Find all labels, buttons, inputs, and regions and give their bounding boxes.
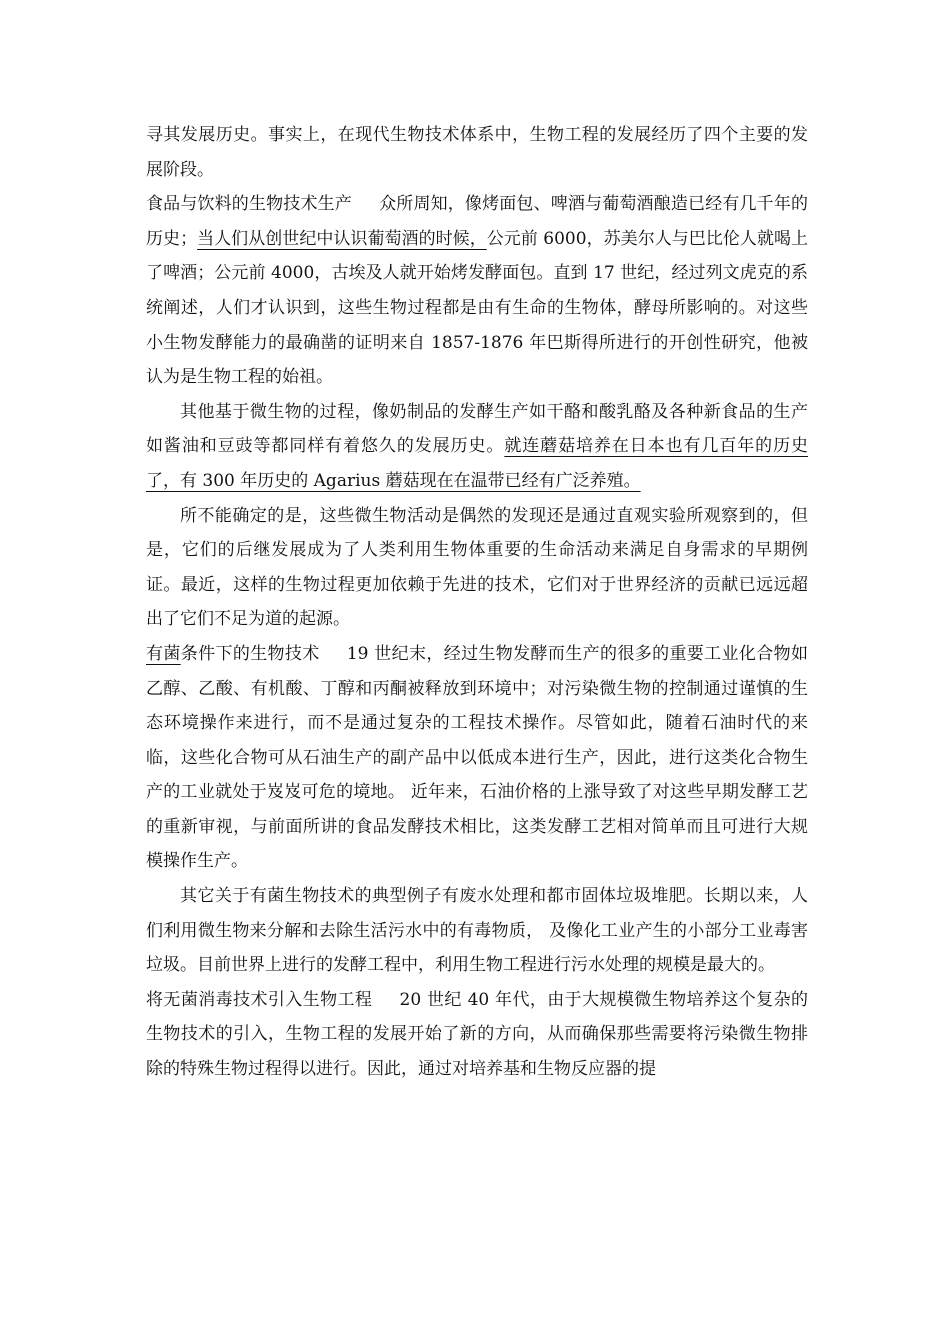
section-heading-sterile-technique: 将无菌消毒技术引入生物工程 [146, 989, 373, 1010]
underlined-heading-word: 有菌 [146, 643, 181, 664]
paragraph-1 [146, 118, 808, 187]
paragraph-wastewater [146, 879, 808, 983]
paragraph-1-text: 寻其发展历史。事实上，在现代生物技术体系中，生物工程的发展经历了四个主要的发展阶段。 [146, 125, 808, 180]
paragraph-5-text: 19 世纪末，经过生物发酵而生产的很多的重要工业化合物如乙醇、乙酸、有机酸、丁醇和丙酮被释放到环境中；对污染微生物的控制通过谨慎的生态环境操作来进行，而不是通过复杂的工程技术操作。尽管如此，随着石油时代的来临，这些化合物可从石油生产的副产品中以低成本进行生产，因此，进行这类化合物生产的工业就处于岌岌可危的境地。 近年来，石油价格的上涨导致了对这些早期发酵工艺的重新审视，与前面所讲的食品发酵技术相比，这类发酵工艺相对简单而且可进行大规模操作生产。 [146, 643, 808, 872]
paragraph-2-text-a: 众所周知，像烤面包、啤酒与葡萄酒酿造已经有几千年的历史； [146, 194, 808, 249]
underlined-text-mushroom: 就连蘑菇培养在日本也有几百年的历史了，有 300 年历史的 Agarius 蘑菇现在在温带已经有广泛养殖。 [146, 436, 809, 491]
paragraph-sterile-technique [146, 983, 808, 1087]
section-heading-food-beverage: 食品与饮料的生物技术生产 [146, 194, 352, 215]
paragraph-4-text: 所不能确定的是，这些微生物活动是偶然的发现还是通过直观实验所观察到的，但是，它们的后继发展成为了人类利用生物体重要的生命活动来满足自身需求的早期例证。最近，这样的生物过程更加依赖于先进的技术，它们对于世界经济的贡献已远远超出了它们不足为道的起源。 [146, 505, 808, 630]
paragraph-7-text: 20 世纪 40 年代，由于大规模微生物培养这个复杂的生物技术的引入，生物工程的发展开始了新的方向，从而确保那些需要将污染微生物排除的特殊生物过程得以进行。因此，通过对培养基和生物反应器的提 [146, 989, 808, 1080]
paragraph-2-text-b: 公元前 6000，苏美尔人与巴比伦人就喝上了啤酒；公元前 4000，古埃及人就开始烤发酵面包。直到 17 世纪，经过列文虎克的系统阐述，人们才认识到，这些生物过程都是由有生命的生物体，酵母所影响的。对这些小生物发酵能力的最确凿的证明来自 1857-1876 年巴斯得所进行的开创性研究，他被认为是生物工程的始祖。 [146, 228, 809, 388]
paragraph-6-text: 其它关于有菌生物技术的典型例子有废水处理和都市固体垃圾堆肥。长期以来，人们利用微生物来分解和去除生活污水中的有毒物质， 及像化工业产生的小部分工业毒害垃圾。目前世界上进行的发酵工程中，利用生物工程进行污水处理的规模是最大的。 [146, 886, 808, 976]
paragraph-dairy-mushroom [146, 395, 808, 499]
paragraph-uncertain-origin [146, 499, 808, 637]
paragraph-3-text-a: 其他基于微生物的过程，像奶制品的发酵生产如干酪和酸乳酪及各种新食品的生产如酱油和豆豉等都同样有着悠久的发展历史。 [146, 401, 808, 457]
paragraph-food-beverage [146, 187, 808, 395]
underlined-text-genesis: 当人们从创世纪中认识葡萄酒的时候， [197, 228, 487, 249]
paragraph-non-sterile [146, 637, 808, 879]
section-heading-non-sterile: 条件下的生物技术 [180, 643, 320, 664]
document-body [146, 118, 808, 1087]
